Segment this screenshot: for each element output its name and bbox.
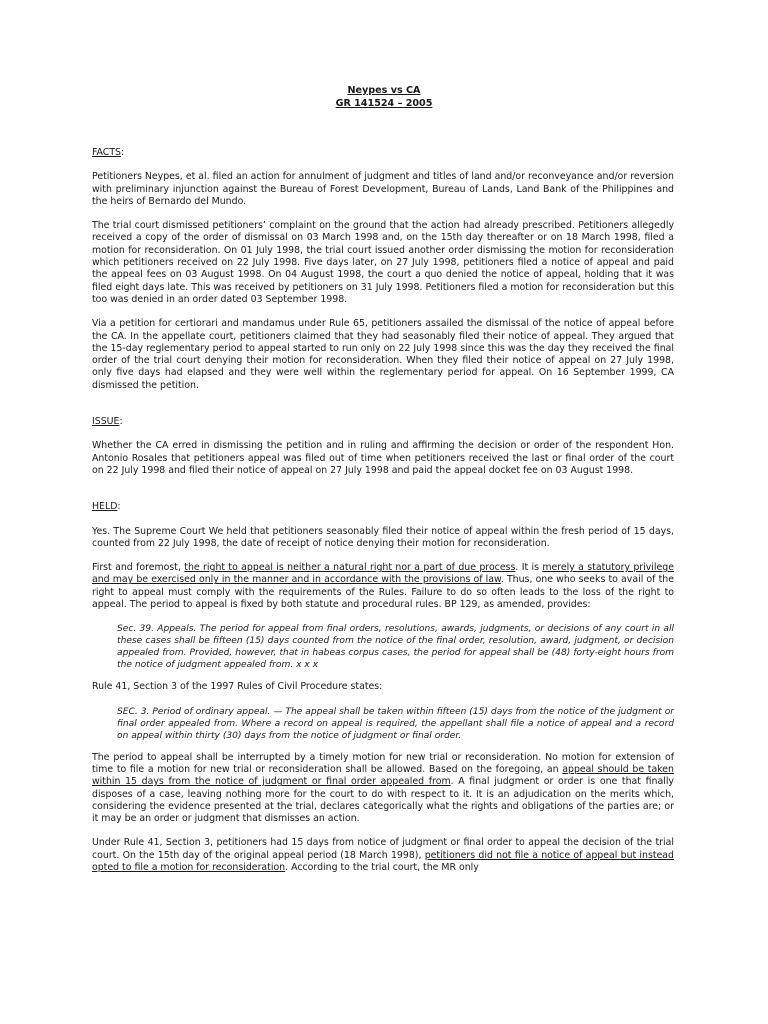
facts-heading: FACTS: [92,147,125,158]
block-quote: Sec. 39. Appeals. The period for appeal from final orders, resolutions, awards, judgments, or decisions of any court in all these cases shall be fifteen (15) days counted from the notice of the final order, resolution, award, judgment, or decision appealed from. Provided, however, that in habeas corpus cases, the period for appeal shall be (48) forty-eight hours from the notice of judgment appealed from. x x x [117,624,674,671]
facts-paragraph: The trial court dismissed petitioners’ complaint on the ground that the action had already prescribed. Petitioners allegedly received a copy of the order of dismissal on 03 March 1998 and, on the 15th day thereafter or on 18 March 1998, filed a motion for reconsideration. On 01 July 1998, the trial court issued another order dismissing the motion for reconsideration which petitioners received on 22 July 1998. Five days later, on 27 July 1998, petitioners filed a notice of appeal and paid the appeal fees on 03 August 1998. On 04 August 1998, the court a quo denied the notice of appeal, holding that it was filed eight days late. This was received by petitioners on 31 July 1998. Petitioners filed a motion for reconsideration but this too was denied in an order dated 03 September 1998. [92,220,674,305]
case-number: GR 141524 – 2005 [335,98,433,109]
case-name: Neypes vs CA [347,85,421,96]
held-paragraph: Under Rule 41, Section 3, petitioners had 15 days from notice of judgment or final order to appeal the decision of the trial court. On the 15th day of the original appeal period (18 March 1998), petitioners did not file a notice of appeal but instead opted to file a motion for reconsideration. According to the trial court, the MR only [92,837,674,873]
block-quote: SEC. 3. Period of ordinary appeal. — The appeal shall be taken within fifteen (15) days from the notice of the judgment or final order appealed from. Where a record on appeal is required, the appellant shall file a notice of appeal and a record on appeal within thirty (30) days from the notice of judgment or final order. [117,706,674,741]
issue-heading: ISSUE: [92,416,123,428]
facts-paragraph: Petitioners Neypes, et al. filed an action for annulment of judgment and titles of land and/or reconveyance and/or reversion with preliminary injunction against the Bureau of Forest Development, Bureau of Lands, Land Bank of the Philippines and the heirs of Bernardo del Mundo. [92,171,674,207]
facts-paragraph: Via a petition for certiorari and mandamus under Rule 65, petitioners assailed the dismissal of the notice of appeal before the CA. In the appellate court, petitioners claimed that they had seasonably filed their notice of appeal. They argued that the 15-day reglementary period to appeal started to run only on 22 July 1998 since this was the day they received the final order of the trial court denying their motion for reconsideration. When they filed their notice of appeal on 27 July 1998, only five days had elapsed and they were well within the reglementary period for appeal. On 16 September 1999, CA dismissed the petition. [92,318,674,391]
held-heading: HELD: [92,501,121,513]
issue-paragraph: Whether the CA erred in dismissing the petition and in ruling and affirming the decision or order of the respondent Hon. Antonio Rosales that petitioners appeal was filed out of time when petitioners received the last or final order of the court on 22 July 1998 and filed their notice of appeal on 27 July 1998 and paid the appeal docket fee on 03 August 1998. [92,440,674,476]
held-paragraph: Yes. The Supreme Court We held that petitioners seasonably filed their notice of appeal within the fresh period of 15 days, counted from 22 July 1998, the date of receipt of notice denying their motion for reconsideration. [92,525,674,549]
held-paragraph: First and foremost, the right to appeal is neither a natural right nor a part of due process. It is merely a statutory privilege and may be exercised only in the manner and in accordance with the provisions of law. Thus, one who seeks to avail of the right to appeal must comply with the requirements of the Rules. Failure to do so often leads to the loss of the right to appeal. The period to appeal is fixed by both statute and procedural rules. BP 129, as amended, provides: [92,562,675,611]
document-body [92,147,674,886]
held-paragraph: Rule 41, Section 3 of the 1997 Rules of Civil Procedure states: [92,681,383,693]
held-paragraph: The period to appeal shall be interrupted by a timely motion for new trial or reconsideration. No motion for extension of time to file a motion for new trial or reconsideration shall be allowed. Based on the foregoing, an appeal should be taken within 15 days from the notice of judgment or final order appealed from. A final judgment or order is one that finally disposes of a case, leaving nothing more for the court to do with respect to it. It is an adjudication on the merits which, considering the evidence presented at the trial, declares categorically what the rights and obligations of the parties are; or it may be an order or judgment that dismisses an action. [92,751,674,825]
document-title [0,84,768,110]
